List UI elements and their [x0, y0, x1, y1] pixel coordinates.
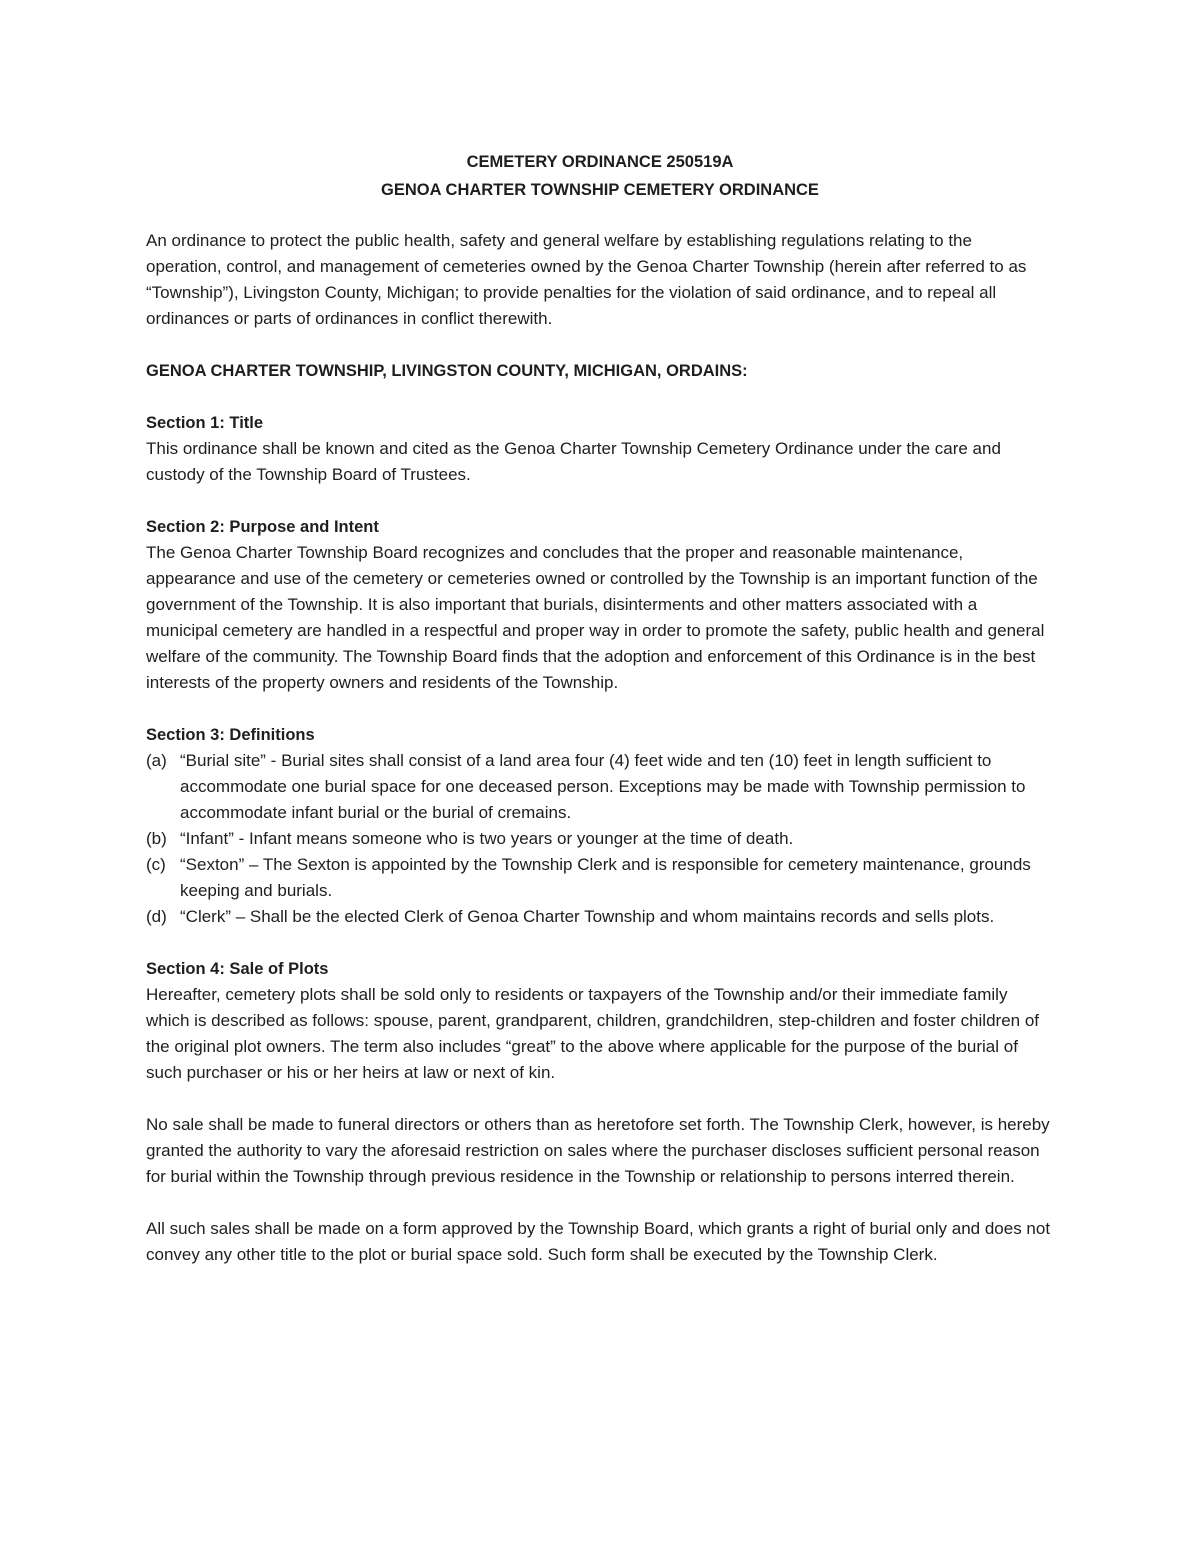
definitions-list: [146, 748, 1051, 930]
definition-item: [146, 904, 1051, 930]
section-paragraph: Hereafter, cemetery plots shall be sold only to residents or taxpayers of the Township and/or their immediate family which is described as follows: spouse, parent, grandparent, children, grandchildren, step-children and foster children of the original plot owners. The term also includes “great” to the above where applicable for the purpose of the burial of such purchaser or his or her heirs at law or next of kin.: [146, 985, 1039, 1082]
section-3-definitions: [146, 722, 1051, 930]
definition-item: [146, 826, 1051, 852]
section-1-title: [146, 410, 1051, 488]
definition-text: “Infant” - Infant means someone who is two years or younger at the time of death.: [180, 829, 794, 848]
section-heading: Section 1: Title: [146, 414, 264, 432]
section-text: This ordinance shall be known and cited as the Genoa Charter Township Cemetery Ordinance under the care and custody of the Township Board of Trustees.: [146, 439, 1001, 484]
definition-item: [146, 852, 1051, 904]
intro-paragraph: An ordinance to protect the public health, safety and general welfare by establishing regulations relating to the operation, control, and management of cemeteries owned by the Genoa Charter Township (herein after referred to as “Township”), Livingston County, Michigan; to provide penalties for the violation of said ordinance, and to repeal all ordinances or parts of ordinances in conflict therewith.: [146, 231, 1027, 328]
section-heading: Section 4: Sale of Plots: [146, 960, 329, 978]
definition-marker: (c): [146, 855, 166, 874]
ordains-heading: GENOA CHARTER TOWNSHIP, LIVINGSTON COUNTY, MICHIGAN, ORDAINS:: [146, 362, 748, 380]
definition-marker: (b): [146, 829, 167, 848]
section-heading: Section 3: Definitions: [146, 726, 315, 744]
document-body: [146, 228, 1051, 1294]
ordinance-name-title: GENOA CHARTER TOWNSHIP CEMETERY ORDINANCE: [381, 181, 819, 199]
definition-text: “Burial site” - Burial sites shall consist of a land area four (4) feet wide and ten (10) feet in length sufficient to accommodate one burial space for one deceased person. Exceptions may be made with Township permission to accommodate infant burial or the burial of cremains.: [180, 751, 1026, 822]
definition-marker: (a): [146, 751, 167, 770]
definition-text: “Sexton” – The Sexton is appointed by the Township Clerk and is responsible for cemetery maintenance, grounds keeping and burials.: [180, 855, 1031, 900]
section-paragraph: All such sales shall be made on a form approved by the Township Board, which grants a right of burial only and does not convey any other title to the plot or burial space sold. Such form shall be executed by the Township Clerk.: [146, 1219, 1051, 1264]
section-paragraph: No sale shall be made to funeral directors or others than as heretofore set forth. The Township Clerk, however, is hereby granted the authority to vary the aforesaid restriction on sales where the purchaser discloses sufficient personal reason for burial within the Township through previous residence in the Township or relationship to persons interred therein.: [146, 1115, 1050, 1186]
section-2-purpose: [146, 514, 1051, 696]
section-text: The Genoa Charter Township Board recognizes and concludes that the proper and reasonable maintenance, appearance and use of the cemetery or cemeteries owned or controlled by the Township is an important function of the government of the Township. It is also important that burials, disinterments and other matters associated with a municipal cemetery are handled in a respectful and proper way in order to promote the safety, public health and general welfare of the community. The Township Board finds that the adoption and enforcement of this Ordinance is in the best interests of the property owners and residents of the Township.: [146, 543, 1045, 692]
ordinance-number-title: CEMETERY ORDINANCE 250519A: [466, 153, 734, 171]
definition-marker: (d): [146, 907, 167, 926]
definition-text: “Clerk” – Shall be the elected Clerk of Genoa Charter Township and whom maintains records and sells plots.: [180, 907, 995, 926]
section-4-sale-of-plots: [146, 956, 1051, 1268]
document-title: [0, 148, 1200, 204]
definition-item: [146, 748, 1051, 826]
section-heading: Section 2: Purpose and Intent: [146, 518, 379, 536]
